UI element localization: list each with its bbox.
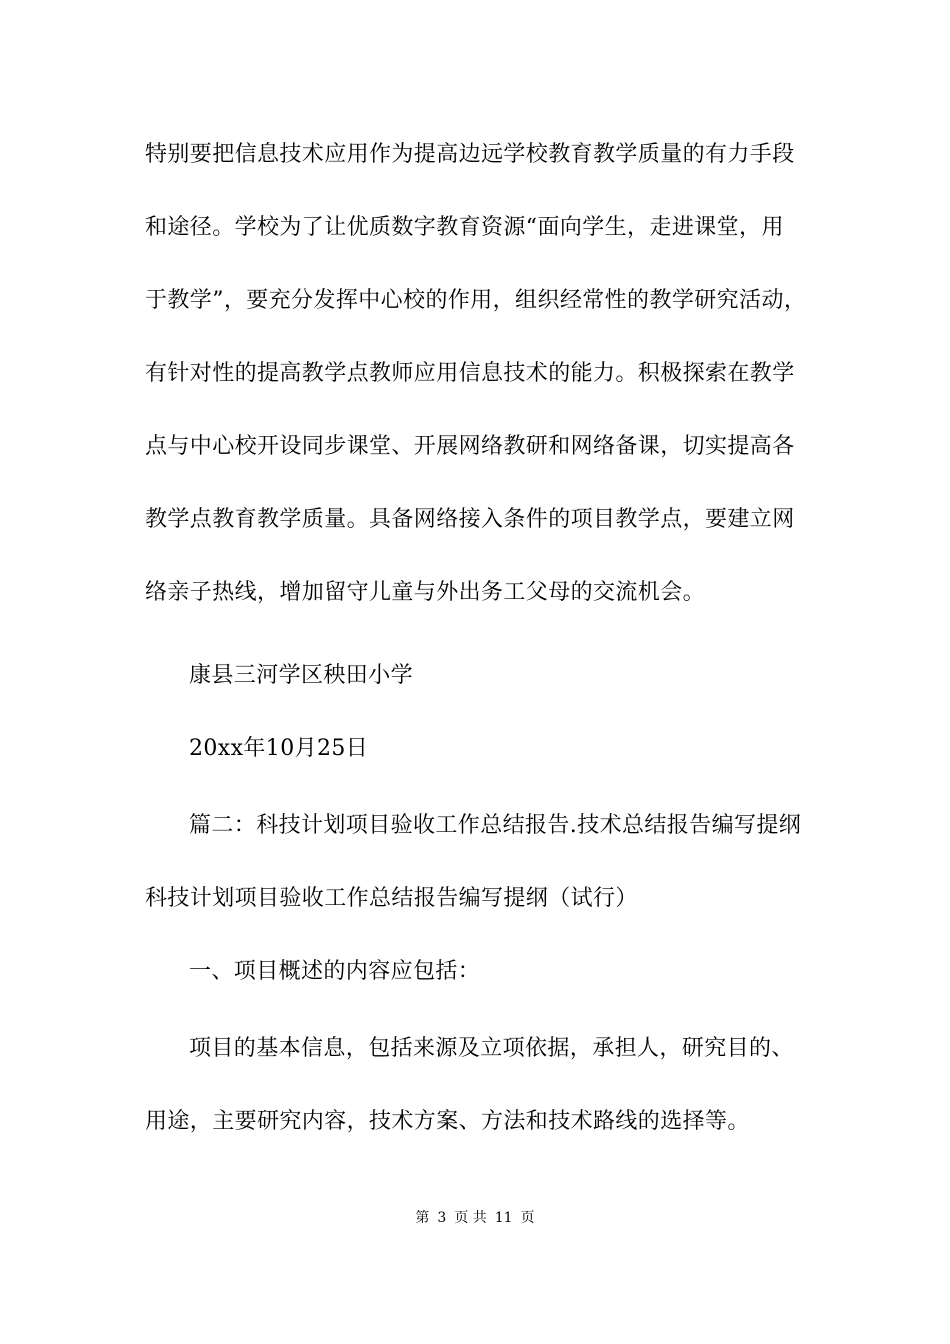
footer-current-page: 3 xyxy=(437,1210,447,1226)
footer-prefix: 第 xyxy=(415,1210,430,1226)
body-text-line: 特别要把信息技术应用作为提高边远学校教育教学质量的有力手段 xyxy=(145,142,795,167)
signature-school: 康县三河学区秧田小学 xyxy=(189,663,414,688)
footer-middle: 页 共 xyxy=(454,1210,487,1226)
body-text-line: 用途，主要研究内容，技术方案、方法和技术路线的选择等。 xyxy=(145,1109,750,1134)
subsection-heading: 一、项目概述的内容应包括： xyxy=(189,959,481,984)
body-text-line: 和途径。学校为了让优质数字教育资源“面向学生，走进课堂，用 xyxy=(145,215,784,240)
document-title: 科技计划项目验收工作总结报告编写提纲（试行） xyxy=(145,886,638,911)
body-text-line: 点与中心校开设同步课堂、开展网络教研和网络备课，切实提高各 xyxy=(145,434,795,459)
body-text-line: 有针对性的提高教学点教师应用信息技术的能力。积极探索在教学 xyxy=(145,361,795,386)
footer-suffix: 页 xyxy=(520,1210,535,1226)
body-text-line: 络亲子热线，增加留守儿童与外出务工父母的交流机会。 xyxy=(145,580,706,605)
signature-date: 20xx年10月25日 xyxy=(189,736,369,761)
body-text-line: 于教学”，要充分发挥中心校的作用，组织经常性的教学研究活动， xyxy=(145,288,807,313)
body-text-line: 教学点教育教学质量。具备网络接入条件的项目教学点，要建立网 xyxy=(145,507,795,532)
section-heading: 篇二：科技计划项目验收工作总结报告.技术总结报告编写提纲 xyxy=(189,813,802,838)
footer-total-pages: 11 xyxy=(494,1210,513,1226)
body-text-line: 项目的基本信息，包括来源及立项依据，承担人，研究目的、 xyxy=(189,1036,794,1061)
page-footer xyxy=(0,1208,950,1228)
